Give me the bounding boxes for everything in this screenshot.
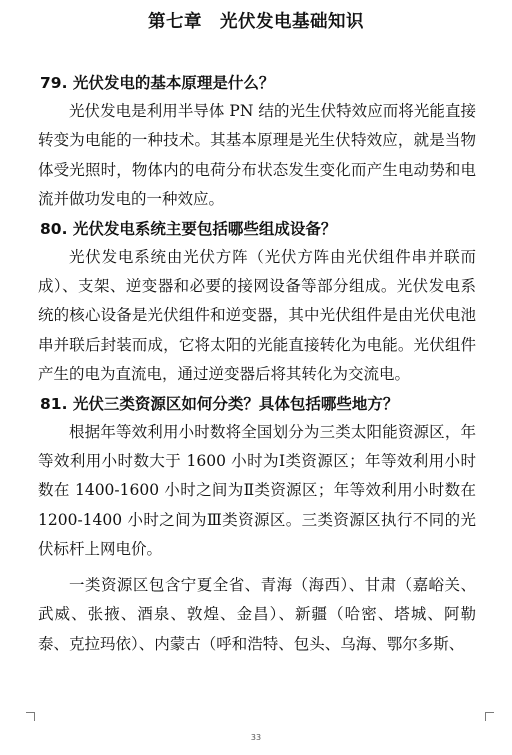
crop-mark-left [26, 712, 35, 721]
answer-81-paragraph-1: 根据年等效利用小时数将全国划分为三类太阳能资源区，年等效利用小时数大于 1600 小时为Ⅰ类资源区；年等效利用小时数在 1400-1600 小时之间为Ⅱ类资源区；年等效利用小时数在 1200-1400 小时之间为Ⅲ类资源区。三类资源区执行不同的光伏标杆上网电价。 [38, 422, 476, 559]
chapter-title: 第七章 光伏发电基础知识 [148, 12, 364, 32]
page-number: 33 [250, 733, 262, 742]
question-79-heading: 79. 光伏发电的基本原理是什么？ [40, 74, 275, 92]
question-80-heading: 80. 光伏发电系统主要包括哪些组成设备？ [40, 219, 337, 238]
answer-80-paragraph: 光伏发电系统由光伏方阵（光伏方阵由光伏组件串并联而成）、支架、逆变器和必要的接网设备等部分组成。光伏发电系统的核心设备是光伏组件和逆变器，其中光伏组件是由光伏电池串并联后封装而成，它将太阳的光能直接转化为电能。光伏组件产生的电为直流电，通过逆变器后将其转化为交流电。 [38, 247, 476, 384]
answer-81-paragraph-2: 一类资源区包含宁夏全省、青海（海西）、甘肃（嘉峪关、武威、张掖、酒泉、敦煌、金昌）、新疆（哈密、塔城、阿勒泰、克拉玛依）、内蒙古（呼和浩特、包头、乌海、鄂尔多斯、 [38, 575, 476, 653]
answer-79-paragraph: 光伏发电是利用半导体 PN 结的光生伏特效应而将光能直接转变为电能的一种技术。其基本原理是光生伏特效应，就是当物体受光照时，物体内的电荷分布状态发生变化而产生电动势和电流并做功发电的一种效应。 [38, 102, 476, 209]
document-body [38, 69, 476, 659]
question-81-heading: 81. 光伏三类资源区如何分类？具体包括哪些地方？ [40, 394, 399, 413]
crop-mark-right [485, 712, 494, 721]
